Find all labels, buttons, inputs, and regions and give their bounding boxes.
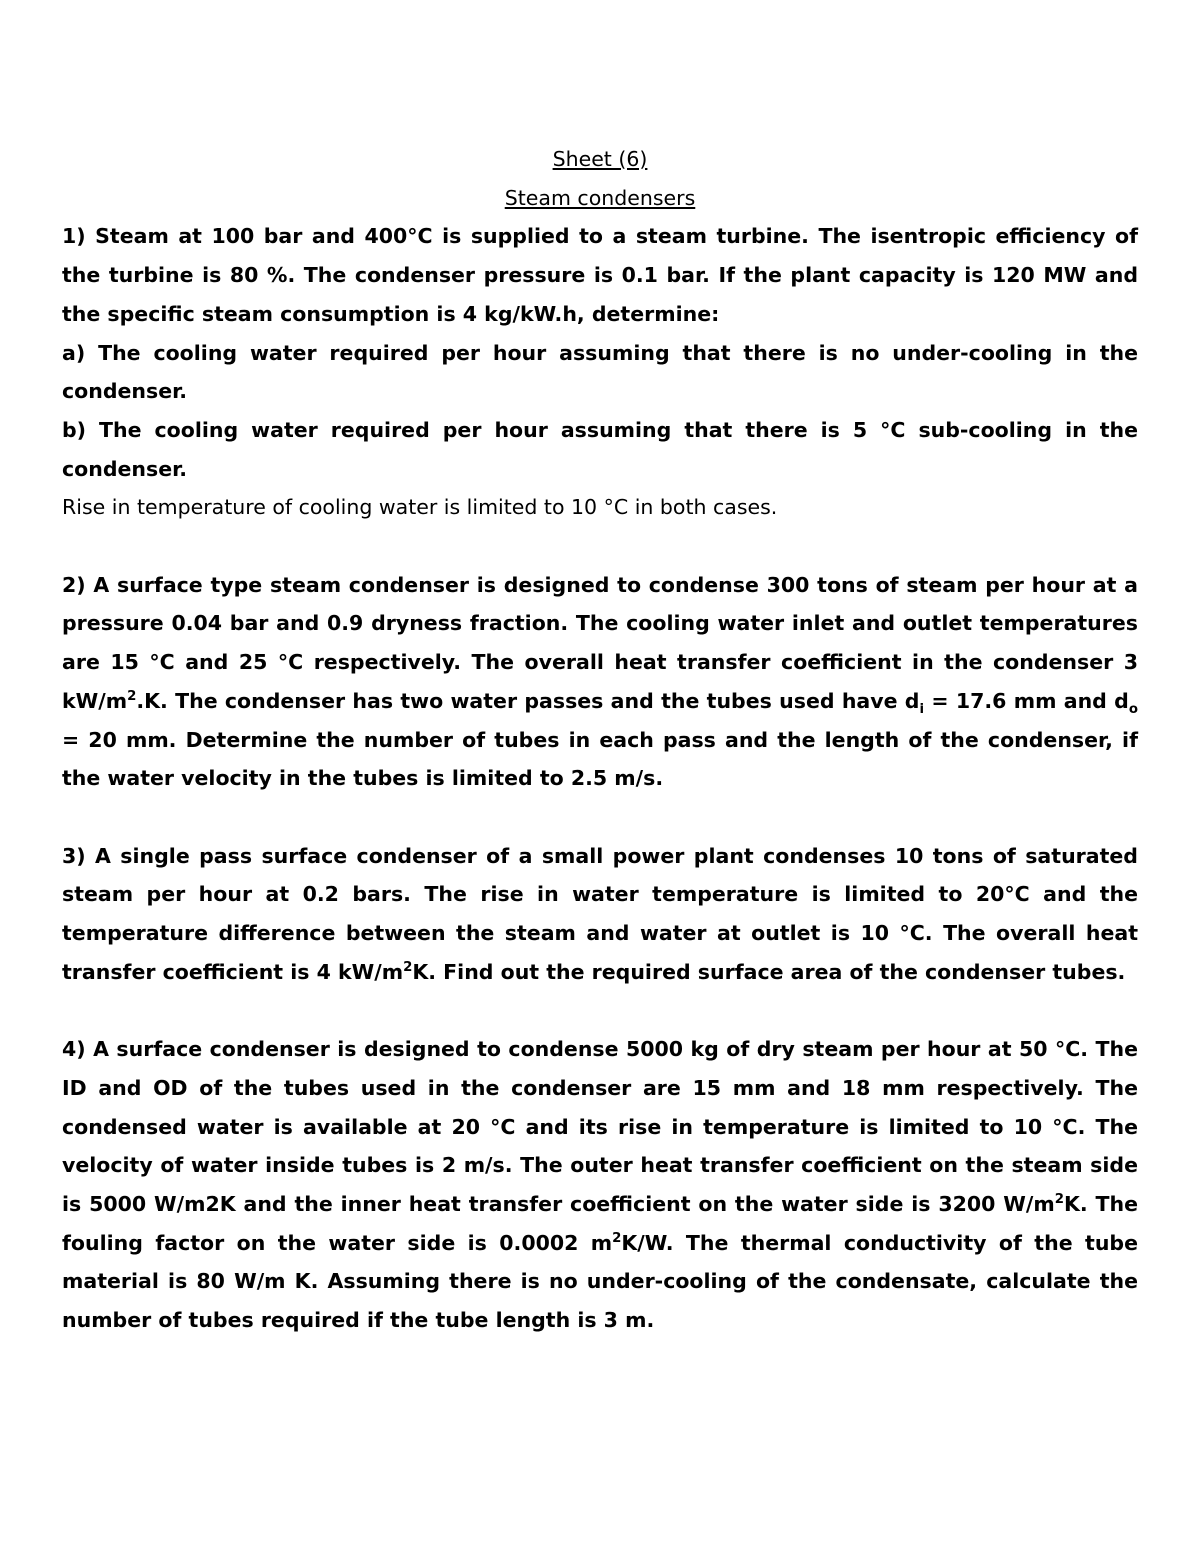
question-2-text-1: 2) A surface type steam condenser is designed to condense 300 tons of steam per hour at a pressure 0.04 bar and 0.9 dryness fraction. The cooling water inlet and outlet temperatures are 15 °C and 25 °C respectively. The overall heat transfer coefficient in the condenser 3 kW/m	[62, 572, 1138, 713]
question-1-part-a: a) The cooling water required per hour assuming that there is no under-cooling in the condenser.	[62, 340, 1138, 404]
question-2-text-3: = 17.6 mm and d	[924, 688, 1129, 713]
document-page	[62, 140, 1138, 1340]
question-3-text-2: K. Find out the required surface area of the condenser tubes.	[412, 959, 1126, 984]
question-2-subscript-i: i	[919, 701, 925, 717]
question-4-superscript-1: 2	[1054, 1192, 1064, 1208]
question-4-text-2: K. The fouling factor on the water side is 0.0002 m	[62, 1191, 1138, 1255]
question-2-superscript: 2	[127, 689, 137, 704]
question-2	[62, 566, 1138, 798]
paragraph-spacer	[62, 991, 1138, 1030]
question-2-text-2: .K. The condenser has two water passes and the tubes used have d	[136, 688, 920, 713]
question-4	[62, 1030, 1138, 1340]
question-4-text-3: K/W. The thermal conductivity of the tube material is 80 W/m K. Assuming there is no under-cooling of the condensate, calculate the number of tubes required if the tube length is 3 m.	[62, 1230, 1138, 1333]
question-3	[62, 837, 1138, 992]
question-1-note: Rise in temperature of cooling water is limited to 10 °C in both cases.	[62, 495, 778, 520]
question-4-superscript-2: 2	[612, 1230, 622, 1246]
sheet-title: Sheet (6)	[552, 147, 648, 171]
question-3-text-1: 3) A single pass surface condenser of a small power plant condenses 10 tons of saturated steam per hour at 0.2 bars. The rise in water temperature is limited to 20°C and the temperature difference between the steam and water at outlet is 10 °C. The overall heat transfer coefficient is 4 kW/m	[62, 843, 1138, 984]
question-1-part-b: b) The cooling water required per hour assuming that there is 5 °C sub-cooling in the condenser.	[62, 417, 1138, 481]
question-2-text-4: = 20 mm. Determine the number of tubes in each pass and the length of the condenser, if the water velocity in the tubes is limited to 2.5 m/s.	[62, 727, 1138, 791]
question-1-intro: 1) Steam at 100 bar and 400°C is supplied to a steam turbine. The isentropic efficiency of the turbine is 80 %. The condenser pressure is 0.1 bar. If the plant capacity is 120 MW and the specific steam consumption is 4 kg/kW.h, determine:	[62, 224, 1138, 326]
question-4-text-1: 4) A surface condenser is designed to condense 5000 kg of dry steam per hour at 50 °C. The ID and OD of the tubes used in the condenser are 15 mm and 18 mm respectively. The condensed water is available at 20 °C and its rise in temperature is limited to 10 °C. The velocity of water inside tubes is 2 m/s. The outer heat transfer coefficient on the steam side is 5000 W/m2K and the inner heat transfer coefficient on the water side is 3200 W/m	[62, 1037, 1138, 1216]
sheet-subtitle: Steam condensers	[504, 185, 696, 210]
paragraph-spacer	[62, 527, 1138, 566]
question-3-superscript: 2	[403, 959, 413, 975]
question-2-subscript-o: o	[1128, 701, 1138, 717]
paragraph-spacer	[62, 798, 1138, 837]
